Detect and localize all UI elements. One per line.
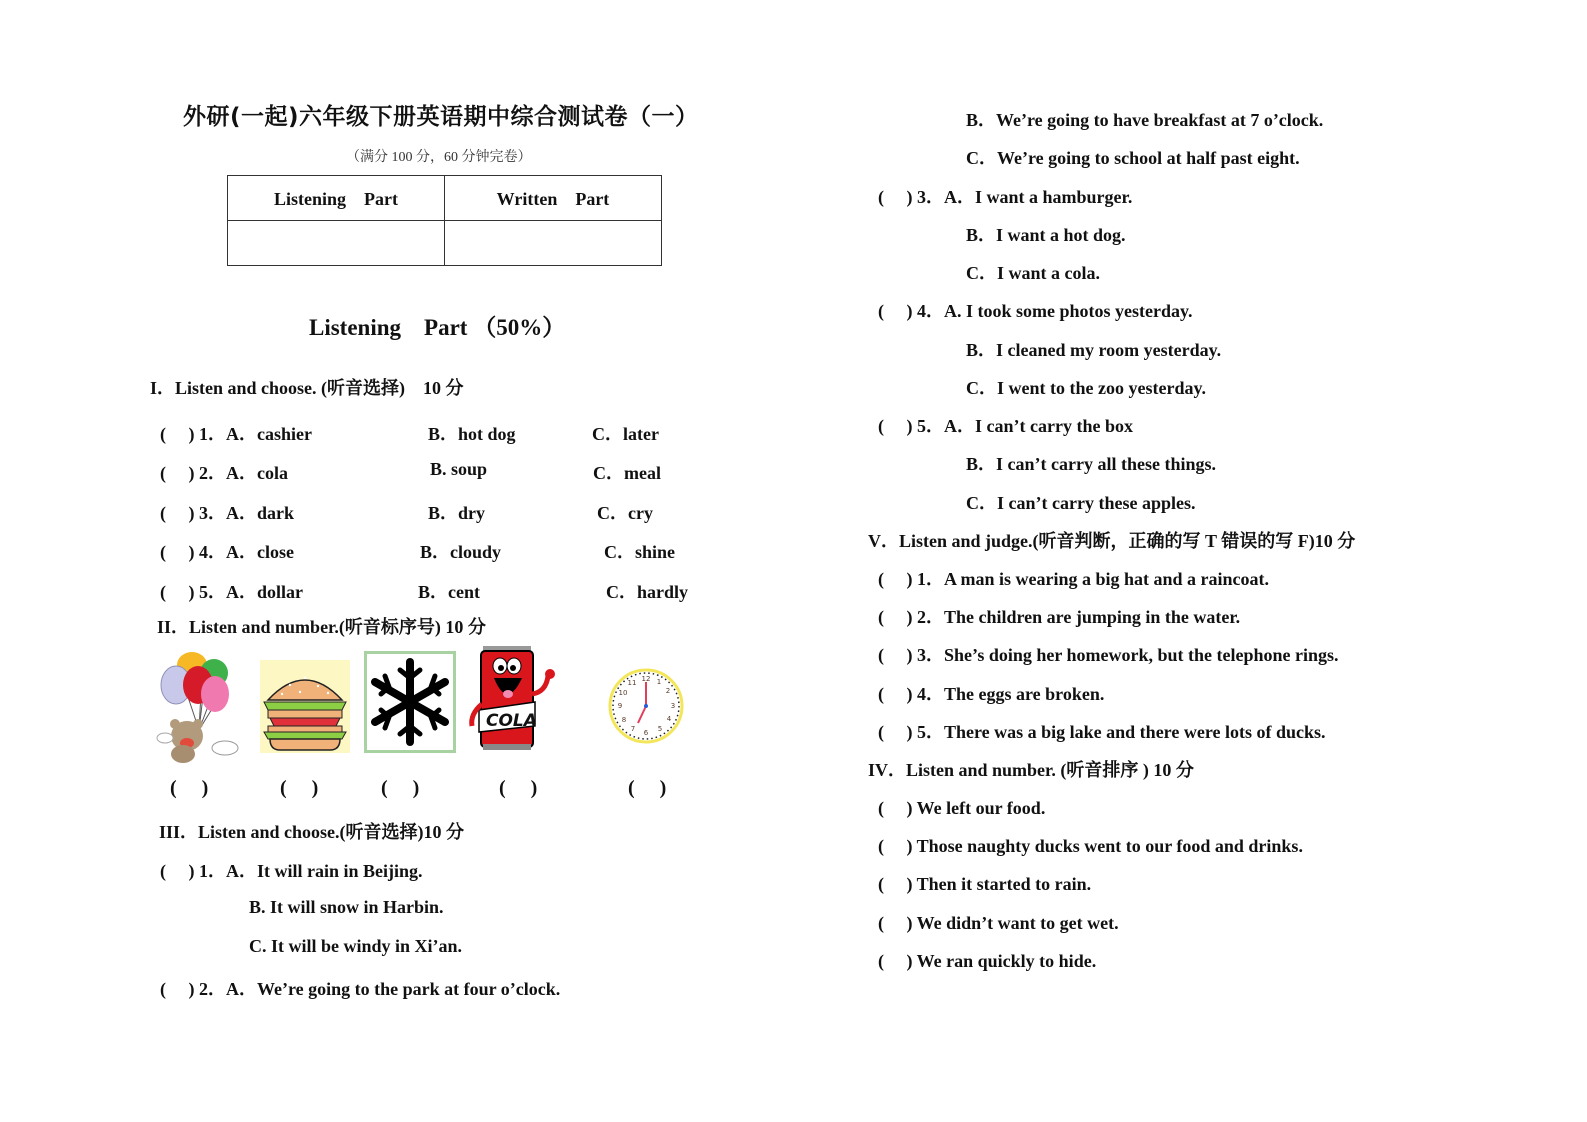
- section4-item-3: ( ) Then it started to rain.: [878, 874, 1092, 894]
- score-cell-written[interactable]: [445, 221, 662, 266]
- section3-q3-c: C．I want a cola.: [966, 263, 1100, 283]
- section3-q3-b: B．I want a hot dog.: [966, 225, 1126, 245]
- section4-item-1: ( ) We left our food.: [878, 798, 1046, 818]
- section3-q1-c: C. It will be windy in Xi’an.: [249, 936, 463, 956]
- svg-text:11: 11: [627, 679, 637, 687]
- section1-q5-a: ( ) 5．A．dollar: [160, 582, 303, 602]
- section5-item-4: ( ) 4．The eggs are broken.: [878, 684, 1105, 704]
- section1-q4-c: C．shine: [604, 542, 676, 562]
- section1-q5-b: B．cent: [418, 582, 480, 602]
- section3-q1-a: ( ) 1．A．It will rain in Beijing.: [160, 861, 423, 881]
- section3-q3-a: ( ) 3．A．I want a hamburger.: [878, 187, 1133, 207]
- section1-q3-a: ( ) 3．A．dark: [160, 503, 294, 523]
- section3-q2-b: B．We’re going to have breakfast at 7 o’clock.: [966, 110, 1324, 130]
- svg-text:3: 3: [670, 702, 676, 710]
- section3-heading: III．Listen and choose.(听音选择)10 分: [159, 822, 465, 842]
- section1-q3-b: B．dry: [428, 503, 486, 523]
- exam-subtitle: （满分 100 分，60 分钟完卷）: [346, 150, 532, 165]
- picture1-answer-blank[interactable]: ( ): [170, 777, 209, 799]
- section5-item-3: ( ) 3．She’s doing her homework, but the telephone rings.: [878, 645, 1339, 665]
- picture5-answer-blank[interactable]: ( ): [628, 777, 667, 799]
- score-header-written: Written Part: [445, 176, 662, 221]
- svg-text:12: 12: [641, 675, 651, 683]
- picture3-answer-blank[interactable]: ( ): [381, 777, 420, 799]
- balloons-bear-icon: [155, 648, 240, 764]
- section1-q1-c: C．later: [592, 424, 659, 444]
- section5-item-5: ( ) 5．There was a big lake and there were lots of ducks.: [878, 722, 1326, 742]
- section1-q3-c: C．cry: [597, 503, 653, 523]
- section3-q2-a: ( ) 2．A．We’re going to the park at four o’clock.: [160, 979, 561, 999]
- section1-heading: I．Listen and choose. (听音选择) 10 分: [150, 378, 464, 398]
- svg-text:5: 5: [657, 725, 663, 733]
- listening-part-title: Listening Part （50%）: [309, 315, 566, 340]
- svg-text:6: 6: [643, 729, 649, 737]
- section3-q2-c: C．We’re going to school at half past eight.: [966, 148, 1300, 168]
- section3-q5-b: B．I can’t carry all these things.: [966, 454, 1216, 474]
- section5-heading: V．Listen and judge.(听音判断，正确的写 T 错误的写 F)10 分: [868, 531, 1356, 551]
- score-cell-listening[interactable]: [228, 221, 445, 266]
- section1-q2-c: C．meal: [593, 463, 661, 483]
- section3-q5-a: ( ) 5．A．I can’t carry the box: [878, 416, 1133, 436]
- picture2-answer-blank[interactable]: ( ): [280, 777, 319, 799]
- svg-text:4: 4: [666, 715, 672, 723]
- snowflake-icon: [364, 651, 456, 753]
- section2-heading: II．Listen and number.(听音标序号) 10 分: [157, 617, 486, 637]
- cola-can-icon: [466, 644, 558, 754]
- section3-q4-c: C．I went to the zoo yesterday.: [966, 378, 1206, 398]
- svg-text:1: 1: [656, 678, 662, 686]
- section4-item-5: ( ) We ran quickly to hide.: [878, 951, 1097, 971]
- section3-q4-a: ( ) 4．A. I took some photos yesterday.: [878, 301, 1193, 321]
- section3-q5-c: C．I can’t carry these apples.: [966, 493, 1196, 513]
- hamburger-icon: [260, 660, 350, 753]
- section3-q1-b: B. It will snow in Harbin.: [249, 897, 444, 917]
- section1-q1-b: B．hot dog: [428, 424, 516, 444]
- section1-q4-b: B．cloudy: [420, 542, 502, 562]
- section1-q2-a: ( ) 2．A．cola: [160, 463, 288, 483]
- clock-seven-oclock-icon: [605, 668, 687, 744]
- svg-text:2: 2: [665, 687, 671, 695]
- picture4-answer-blank[interactable]: ( ): [499, 777, 538, 799]
- section3-q4-b: B．I cleaned my room yesterday.: [966, 340, 1222, 360]
- section4-item-2: ( ) Those naughty ducks went to our food and drinks.: [878, 836, 1303, 856]
- svg-text:7: 7: [630, 725, 636, 733]
- score-header-listening: Listening Part: [228, 176, 445, 221]
- exam-title: 外研(一起)六年级下册英语期中综合测试卷（一）: [183, 104, 699, 130]
- section1-q5-c: C．hardly: [606, 582, 689, 602]
- section5-item-2: ( ) 2．The children are jumping in the water.: [878, 607, 1241, 627]
- score-table: [227, 175, 662, 266]
- section1-q4-a: ( ) 4．A．close: [160, 542, 294, 562]
- section1-q2-b: B. soup: [430, 459, 488, 479]
- svg-text:8: 8: [621, 716, 627, 724]
- svg-text:9: 9: [617, 702, 623, 710]
- svg-text:COLA: COLA: [486, 711, 537, 731]
- svg-text:10: 10: [618, 689, 628, 697]
- section4-item-4: ( ) We didn’t want to get wet.: [878, 913, 1119, 933]
- section4-heading: IV．Listen and number. (听音排序 ) 10 分: [868, 760, 1194, 780]
- section5-item-1: ( ) 1．A man is wearing a big hat and a raincoat.: [878, 569, 1270, 589]
- section1-q1-a: ( ) 1．A．cashier: [160, 424, 312, 444]
